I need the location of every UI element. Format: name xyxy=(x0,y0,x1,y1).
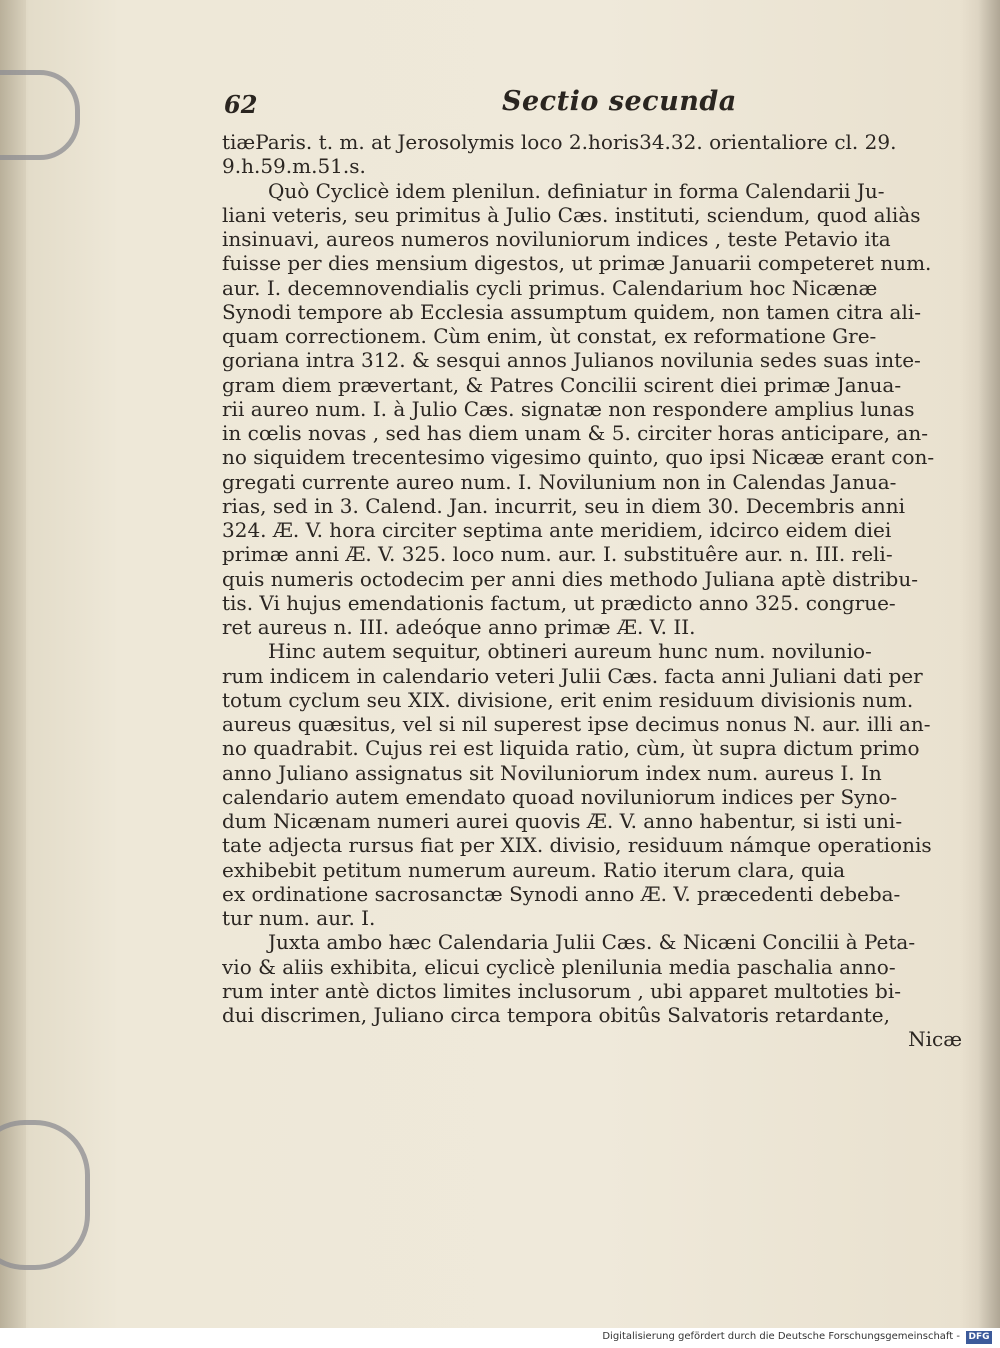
text-line: goriana intra 312. & sesqui annos Julianos novilunia sedes suas inte- xyxy=(222,348,921,373)
catchword: Nicæ xyxy=(908,1027,962,1052)
paper-clip-icon xyxy=(0,70,80,160)
text-line: no quadrabit. Cujus rei est liquida ratio, cùm, ùt supra dictum primo xyxy=(222,736,920,761)
text-line: Hinc autem sequitur, obtineri aureum hunc num. novilunio- xyxy=(268,639,872,664)
text-line: 9.h.59.m.51.s. xyxy=(222,154,366,179)
digitization-note: Digitalisierung gefördert durch die Deutsche Forschungsgemeinschaft - xyxy=(602,1331,960,1342)
text-line: 324. Æ. V. hora circiter septima ante meridiem, idcirco eidem diei xyxy=(222,518,892,542)
text-line: ret aureus n. III. adeóque anno primæ Æ. V. II. xyxy=(222,615,696,639)
page-right-shadow xyxy=(978,0,1000,1328)
text-line: Juxta ambo hæc Calendaria Julii Cæs. & Nicæni Concilii à Peta- xyxy=(268,930,916,955)
text-line: no siquidem trecentesimo vigesimo quinto, quo ipsi Nicææ erant con- xyxy=(222,445,935,470)
text-line: rii aureo num. I. à Julio Cæs. signatæ non respondere amplius lunas xyxy=(222,396,915,421)
text-line: aur. I. decemnovendialis cycli primus. Calendarium hoc Nicænæ xyxy=(222,275,878,300)
text-line: fuisse per dies mensium digestos, ut primæ Januarii competeret num. xyxy=(222,251,932,276)
running-head xyxy=(224,86,964,122)
text-line: in cœlis novas , sed has diem unam & 5. circiter horas anticipare, an- xyxy=(222,421,928,445)
text-line: aureus quæsitus, vel si nil superest ipse decimus nonus N. aur. illi an- xyxy=(222,712,931,736)
body-text xyxy=(222,130,962,1052)
page-number: 62 xyxy=(224,90,258,119)
text-line: calendario autem emendato quoad noviluniorum indices per Syno- xyxy=(222,784,898,809)
text-line: exhibebit petitum numerum aureum. Ratio iterum clara, quia xyxy=(222,857,846,882)
text-line: rum indicem in calendario veteri Julii Cæs. facta anni Juliani dati per xyxy=(222,663,923,688)
text-line: primæ anni Æ. V. 325. loco num. aur. I. substituêre aur. n. III. reli- xyxy=(222,542,893,567)
text-line: anno Juliano assignatus sit Noviluniorum index num. aureus I. In xyxy=(222,760,882,785)
text-line: insinuavi, aureos numeros noviluniorum indices , teste Petavio ita xyxy=(222,227,891,251)
text-line: rias, sed in 3. Calend. Jan. incurrit, seu in diem 30. Decembris anni xyxy=(222,493,906,518)
text-line: Synodi tempore ab Ecclesia assumptum quidem, non tamen citra ali- xyxy=(222,299,922,324)
text-line: tiæParis. t. m. at Jerosolymis loco 2.horis34.32. orientaliore cl. 29. xyxy=(222,130,897,154)
paper-clip-icon xyxy=(0,1120,90,1270)
text-line: gram diem prævertant, & Patres Concilii scirent diei primæ Janua- xyxy=(222,372,902,397)
text-line: dui discrimen, Juliano circa tempora obitûs Salvatoris retardante, xyxy=(222,1003,890,1027)
text-line: rum inter antè dictos limites inclusorum , ubi apparet multoties bi- xyxy=(222,978,902,1003)
text-line: dum Nicænam numeri aurei quovis Æ. V. anno habentur, si isti uni- xyxy=(222,809,903,833)
text-line: totum cyclum seu XIX. divisione, erit enim residuum divisionis num. xyxy=(222,687,914,712)
text-line: vio & aliis exhibita, elicui cyclicè plenilunia media paschalia anno- xyxy=(222,954,896,979)
text-line: quis numeris octodecim per anni dies methodo Juliana aptè distribu- xyxy=(222,566,918,591)
dfg-logo: DFG xyxy=(966,1331,992,1344)
text-line: tur num. aur. I. xyxy=(222,906,376,930)
text-line: ex ordinatione sacrosanctæ Synodi anno Æ. V. præcedenti debeba- xyxy=(222,881,901,906)
section-title: Sectio secunda xyxy=(502,86,737,117)
text-line: tis. Vi hujus emendationis factum, ut prædicto anno 325. congrue- xyxy=(222,590,896,615)
text-line: quam correctionem. Cùm enim, ùt constat, ex reformatione Gre- xyxy=(222,324,877,348)
text-line: Quò Cyclicè idem plenilun. definiatur in forma Calendarii Ju- xyxy=(268,178,885,203)
text-line: gregati currente aureo num. I. Novilunium non in Calendas Janua- xyxy=(222,469,897,494)
digitization-footer xyxy=(0,1328,1000,1348)
text-line: liani veteris, seu primitus à Julio Cæs. instituti, sciendum, quod aliàs xyxy=(222,202,921,227)
text-line: tate adjecta rursus fiat per XIX. divisio, residuum námque operationis xyxy=(222,833,932,858)
